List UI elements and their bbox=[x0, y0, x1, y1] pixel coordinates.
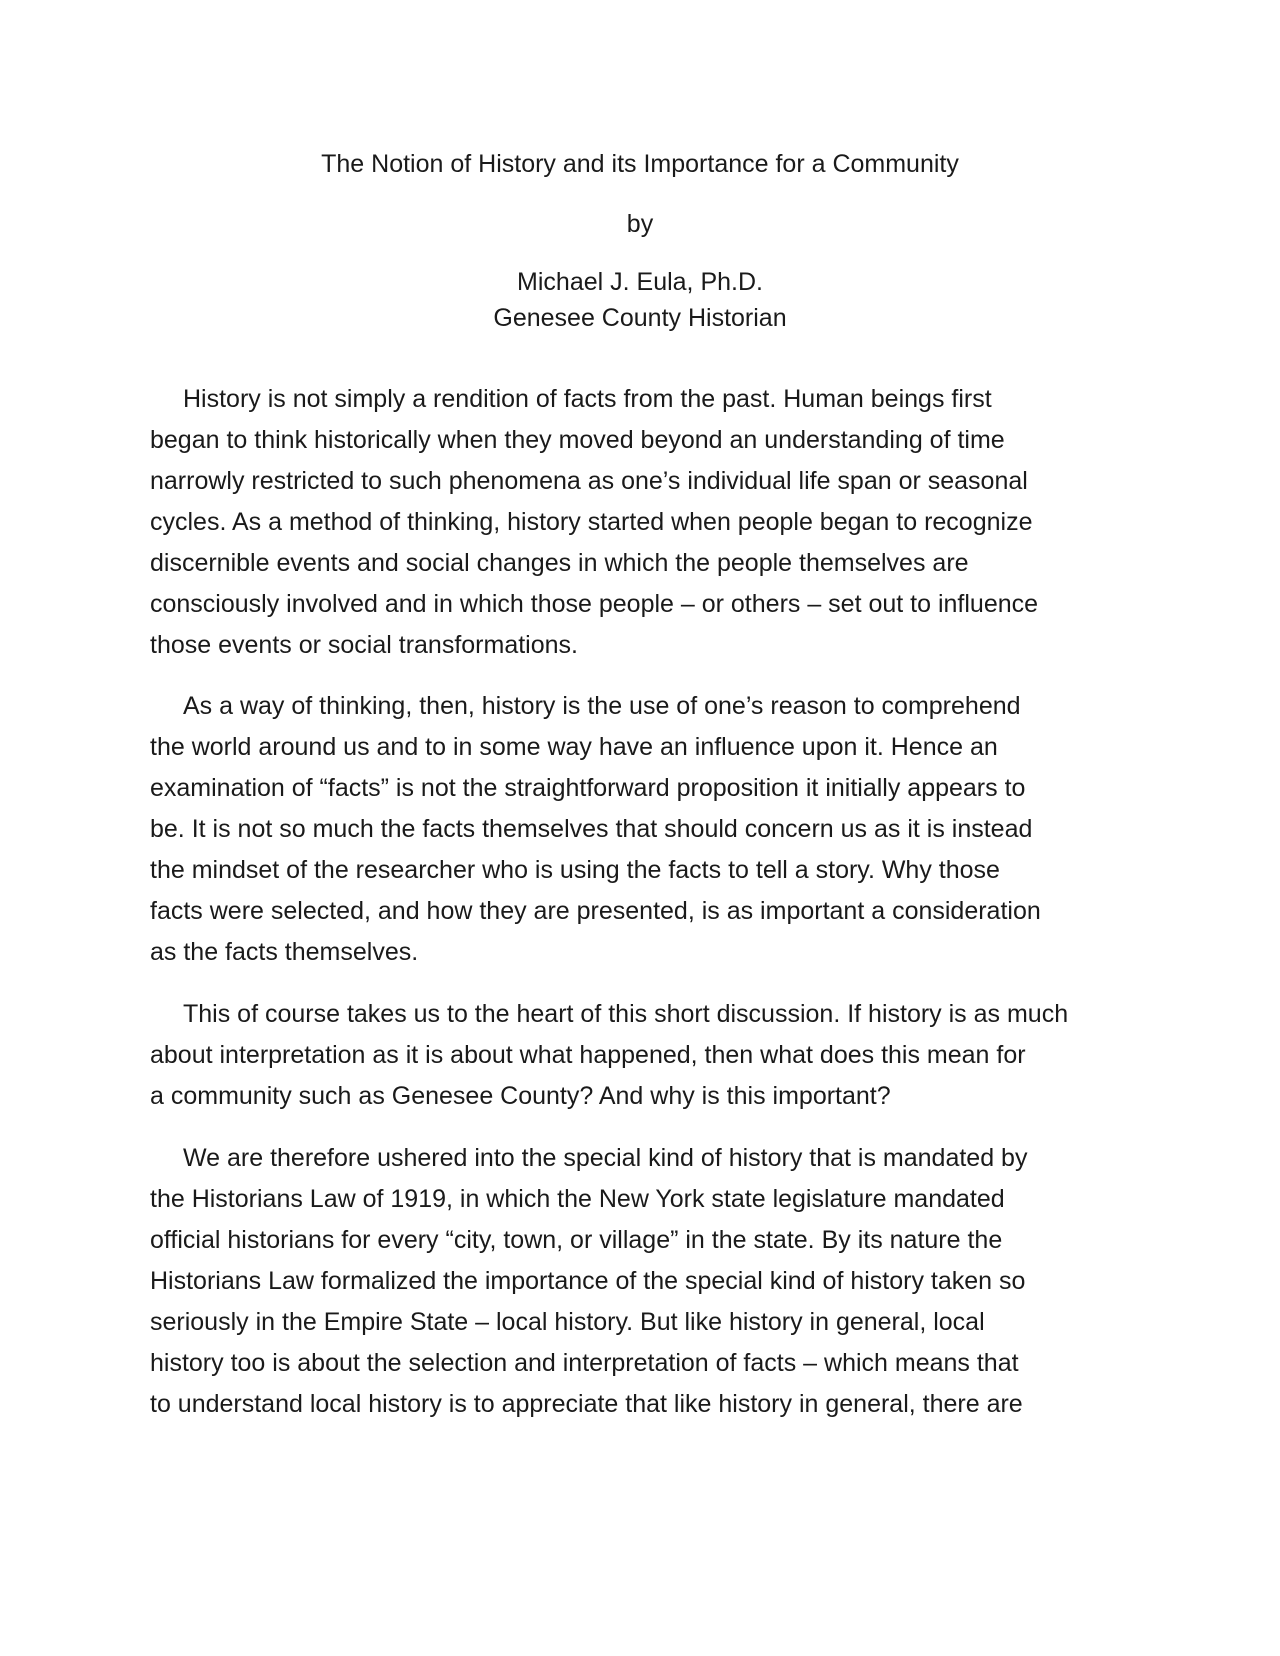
paragraph-1 bbox=[150, 379, 1130, 666]
paragraph-line: be. It is not so much the facts themselves that should concern us as it is instead bbox=[150, 815, 1033, 843]
paragraph-line: about interpretation as it is about what happened, then what does this mean for bbox=[150, 1041, 1026, 1069]
paragraph-line: cycles. As a method of thinking, history started when people began to recognize bbox=[150, 508, 1033, 536]
paragraph-4 bbox=[150, 1138, 1130, 1425]
paragraph-line: facts were selected, and how they are presented, is as important a consideration bbox=[150, 897, 1041, 925]
paragraph-line: We are therefore ushered into the special kind of history that is mandated by bbox=[183, 1144, 1028, 1172]
paragraph-line: discernible events and social changes in which the people themselves are bbox=[150, 549, 969, 577]
author-name: Michael J. Eula, Ph.D. bbox=[517, 268, 763, 296]
paragraph-line: history too is about the selection and interpretation of facts – which means that bbox=[150, 1349, 1019, 1377]
paragraph-line: consciously involved and in which those people – or others – set out to influence bbox=[150, 590, 1039, 618]
paragraph-line: History is not simply a rendition of facts from the past. Human beings first bbox=[183, 385, 992, 413]
paragraph-2 bbox=[150, 686, 1130, 973]
paragraph-line: the Historians Law of 1919, in which the New York state legislature mandated bbox=[150, 1185, 1005, 1213]
byline: by bbox=[626, 210, 654, 238]
paragraph-line: those events or social transformations. bbox=[150, 631, 578, 659]
paragraph-line: As a way of thinking, then, history is the use of one’s reason to comprehend bbox=[183, 692, 1021, 720]
author-role: Genesee County Historian bbox=[493, 304, 787, 332]
paragraph-line: This of course takes us to the heart of this short discussion. If history is as much bbox=[183, 1000, 1069, 1028]
paragraph-line: examination of “facts” is not the straightforward proposition it initially appears to bbox=[150, 774, 1026, 802]
document-title: The Notion of History and its Importance for a Community bbox=[321, 150, 959, 178]
paragraph-line: narrowly restricted to such phenomena as one’s individual life span or seasonal bbox=[150, 467, 1028, 495]
paragraph-line: official historians for every “city, town, or village” in the state. By its nature the bbox=[150, 1226, 1003, 1254]
paragraph-line: the world around us and to in some way have an influence upon it. Hence an bbox=[150, 733, 998, 761]
paragraph-line: Historians Law formalized the importance of the special kind of history taken so bbox=[150, 1267, 1026, 1295]
paragraph-line: to understand local history is to appreciate that like history in general, there are bbox=[150, 1390, 1023, 1418]
paragraph-line: a community such as Genesee County? And why is this important? bbox=[150, 1082, 891, 1110]
paragraph-3 bbox=[150, 994, 1130, 1117]
paragraph-line: the mindset of the researcher who is using the facts to tell a story. Why those bbox=[150, 856, 1000, 884]
paragraph-line: seriously in the Empire State – local history. But like history in general, local bbox=[150, 1308, 985, 1336]
paragraph-line: as the facts themselves. bbox=[150, 938, 419, 966]
paragraph-line: began to think historically when they moved beyond an understanding of time bbox=[150, 426, 1005, 454]
